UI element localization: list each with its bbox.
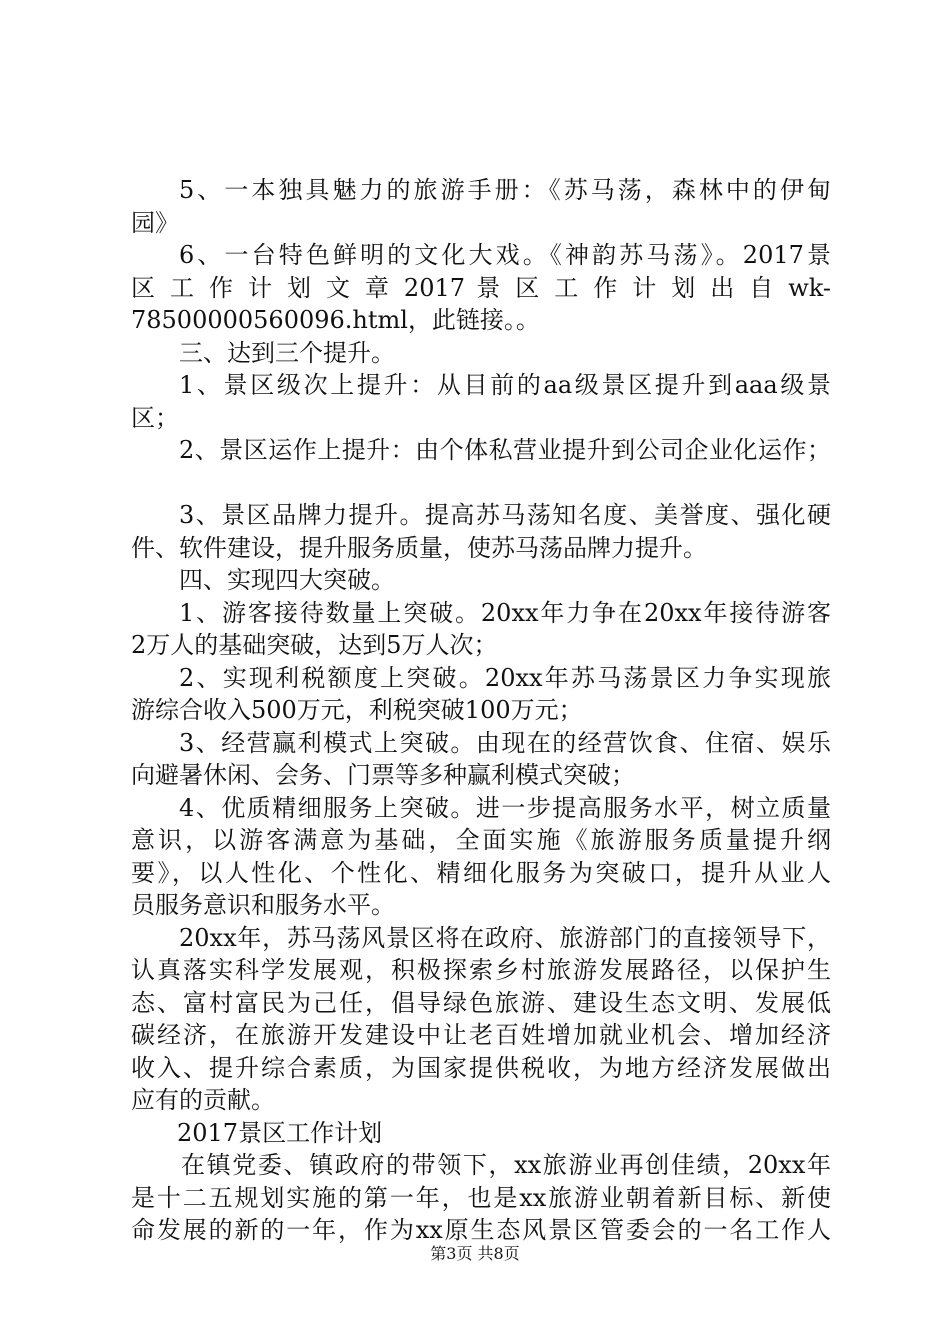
- paragraph-line: 3、经营赢利模式上突破。由现在的经营饮食、住宿、娱乐: [179, 728, 831, 757]
- paragraph-line: 1、游客接待数量上突破。20xx年力争在20xx年接待游客: [179, 598, 831, 627]
- paragraph-line: 2万人的基础突破，达到5万人次；: [131, 631, 498, 659]
- paragraph-line: 78500000560096.html，此链接。。: [131, 306, 540, 334]
- paragraph-line: 认真落实科学发展观，积极探索乡村旅游发展路径，以保护生: [131, 956, 831, 984]
- paragraph-line: 向避暑休闲、会务、门票等多种赢利模式突破；: [131, 761, 635, 789]
- paragraph-line: 区 工 作 计 划 文 章 2017 景 区 工 作 计 划 出 自 wk-: [131, 273, 831, 302]
- paragraph-line: 2、景区运作上提升：由个体私营业提升到公司企业化运作；: [179, 436, 831, 464]
- paragraph-line: 在镇党委、镇政府的带领下，xx旅游业再创佳绩，20xx年: [181, 1151, 831, 1179]
- paragraph-line: 命发展的新的一年，作为xx原生态风景区管委会的一名工作人: [131, 1216, 831, 1244]
- paragraph-line: 2、实现利税额度上突破。20xx年苏马荡景区力争实现旅: [179, 663, 831, 692]
- paragraph-line: 员服务意识和服务水平。: [131, 891, 395, 919]
- paragraph-line: 6、一台特色鲜明的文化大戏。《神韵苏马荡》。2017景: [179, 241, 831, 269]
- paragraph-line: 20xx年，苏马荡风景区将在政府、旅游部门的直接领导下，: [179, 923, 831, 952]
- paragraph-line: 1、景区级次上提升：从目前的aa级景区提升到aaa级景: [179, 371, 831, 399]
- paragraph-line: 态、富村富民为己任，倡导绿色旅游、建设生态文明、发展低: [131, 988, 831, 1017]
- paragraph-line: 是十二五规划实施的第一年，也是xx旅游业朝着新目标、新使: [131, 1183, 831, 1212]
- blank-line: [131, 467, 831, 500]
- paragraph-line: 碳经济，在旅游开发建设中让老百姓增加就业机会、增加经济: [131, 1021, 831, 1049]
- paragraph-line: 区；: [131, 403, 179, 432]
- section-heading: 三、达到三个提升。: [179, 338, 395, 367]
- paragraph-line: 3、景区品牌力提升。提高苏马荡知名度、美誉度、强化硬: [179, 501, 831, 529]
- paragraph-line: 件、软件建设，提升服务质量，使苏马荡品牌力提升。: [131, 533, 707, 562]
- paragraph-line: 收入、提升综合素质，为国家提供税收，为地方经济发展做出: [131, 1053, 831, 1082]
- section-title: 2017景区工作计划: [177, 1118, 383, 1147]
- section-heading: 四、实现四大突破。: [179, 566, 395, 594]
- page-footer: 第3页 共8页: [430, 1244, 520, 1263]
- paragraph-line: 意识，以游客满意为基础，全面实施《旅游服务质量提升纲: [131, 826, 831, 854]
- paragraph-line: 要》，以人性化、个性化、精细化服务为突破口，提升从业人: [131, 858, 831, 887]
- paragraph-line: 游综合收入500万元，利税突破100万元；: [131, 696, 583, 724]
- paragraph-line: 5、一本独具魅力的旅游手册：《苏马荡，森林中的伊甸: [179, 176, 831, 204]
- body-text: [131, 174, 831, 1247]
- paragraph-line: 园》: [131, 208, 179, 237]
- paragraph-line: 4、优质精细服务上突破。进一步提高服务水平，树立质量: [179, 793, 831, 822]
- paragraph-line: 应有的贡献。: [131, 1086, 275, 1114]
